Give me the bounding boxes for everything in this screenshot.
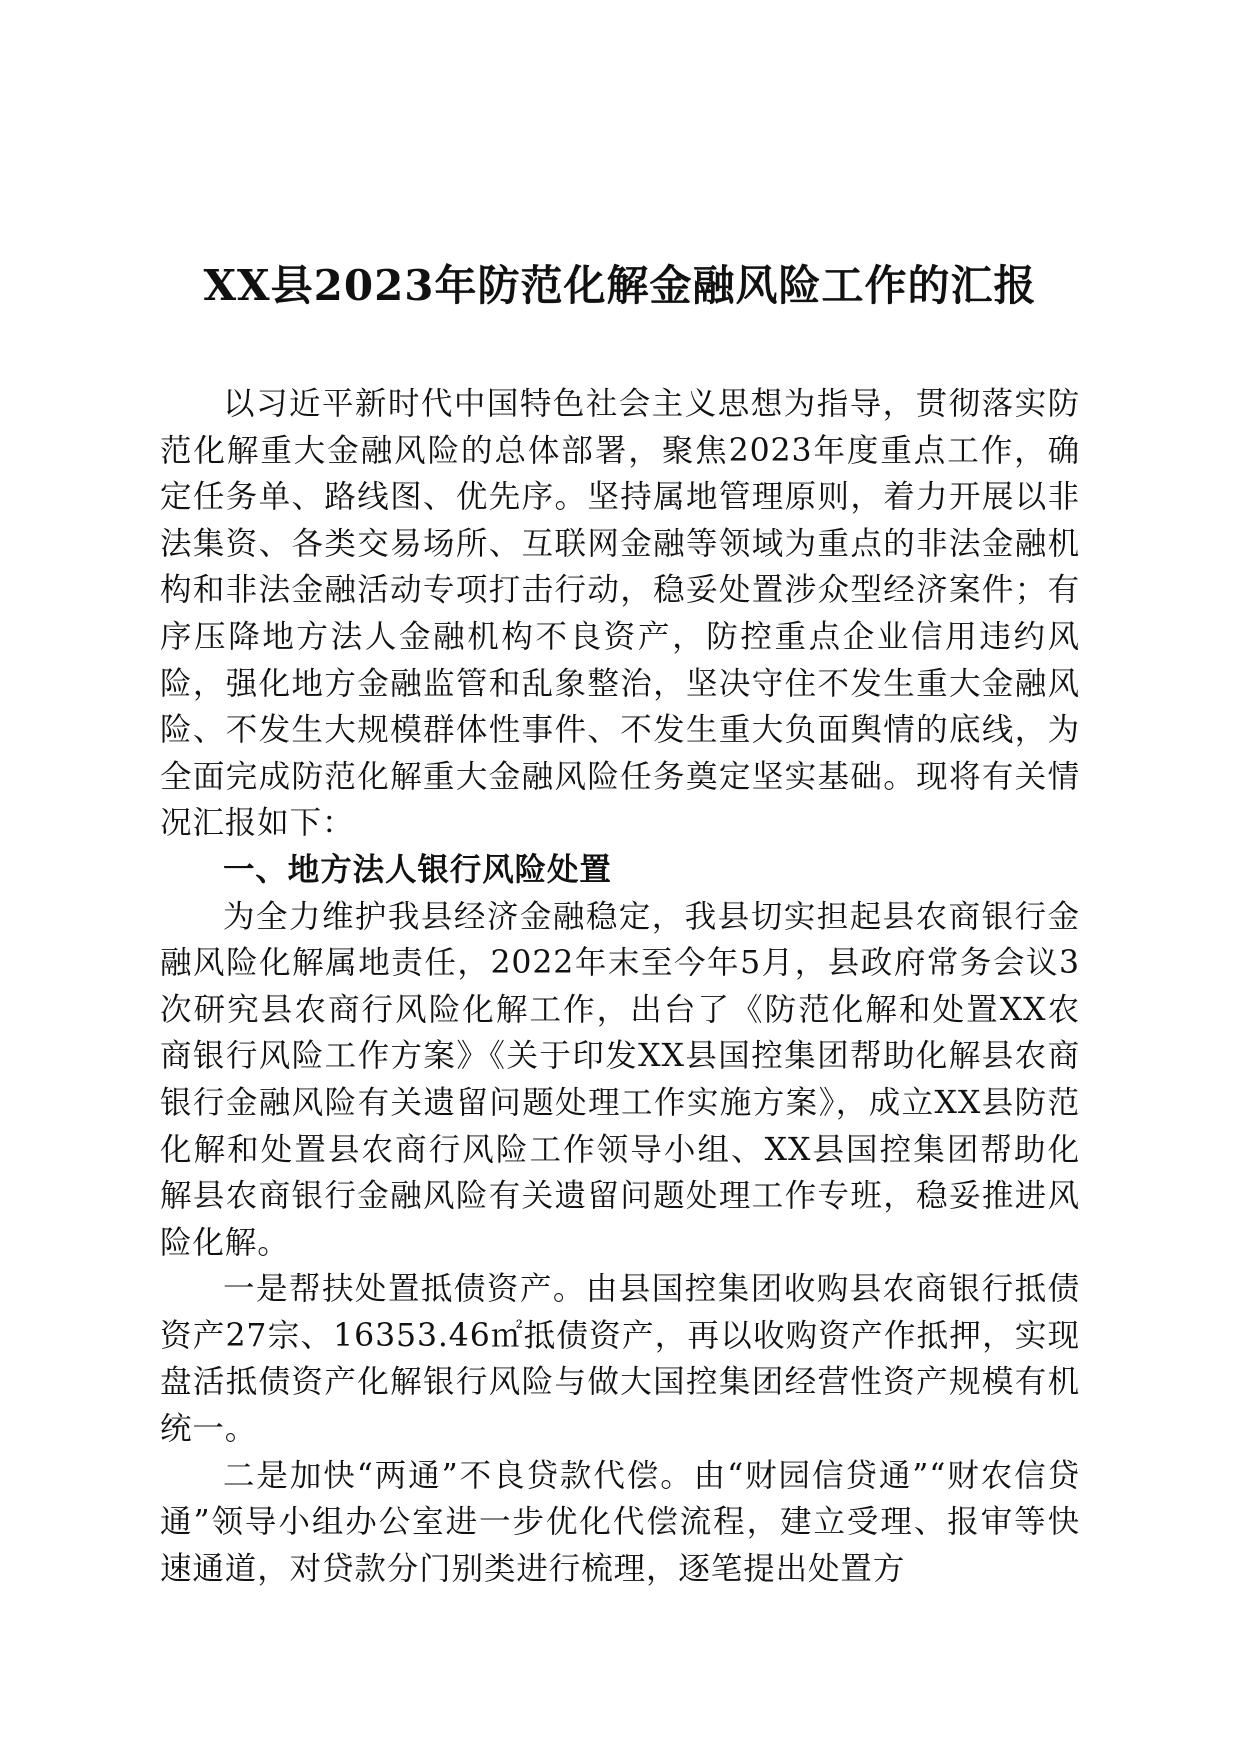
- section-heading-1: 一、地方法人银行风险处置: [223, 851, 612, 888]
- section1-paragraph-1: 为全力维护我县经济金融稳定，我县切实担起县农商银行金融风险化解属地责任，2022年末至今年5月，县政府常务会议3次研究县农商行风险化解工作，出台了《防范化解和处置XX农商银行风险工作方案》《关于印发XX县国控集团帮助化解县农商银行金融风险有关遗留问题处理工作实施方案》，成立XX县防范化解和处置县农商行风险工作领导小组、XX县国控集团帮助化解县农商银行金融风险有关遗留问题处理工作专班，稳妥推进风险化解。: [160, 898, 1080, 1261]
- section1-paragraph-3: 二是加快“两通”不良贷款代偿。由“财园信贷通”“财农信贷通”领导小组办公室进一步优化代偿流程，建立受理、报审等快速通道，对贷款分门别类进行梳理，逐笔提出处置方: [160, 1457, 1080, 1587]
- document-title: XX县2023年防范化解金融风险工作的汇报: [203, 261, 1037, 310]
- section1-paragraph-2: 一是帮扶处置抵债资产。由县国控集团收购县农商银行抵债资产27宗、16353.46㎡抵债资产，再以收购资产作抵押，实现盘活抵债资产化解银行风险与做大国控集团经营性资产规模有机统一。: [160, 1271, 1080, 1448]
- intro-paragraph: 以习近平新时代中国特色社会主义思想为指导，贯彻落实防范化解重大金融风险的总体部署，聚焦2023年度重点工作，确定任务单、路线图、优先序。坚持属地管理原则，着力开展以非法集资、各类交易场所、互联网金融等领域为重点的非法金融机构和非法金融活动专项打击行动，稳妥处置涉众型经济案件；有序压降地方法人金融机构不良资产，防控重点企业信用违约风险，强化地方金融监管和乱象整治，坚决守住不发生重大金融风险、不发生大规模群体性事件、不发生重大负面舆情的底线，为全面完成防范化解重大金融风险任务奠定坚实基础。现将有关情况汇报如下：: [160, 386, 1080, 842]
- document-body: [160, 381, 1080, 1592]
